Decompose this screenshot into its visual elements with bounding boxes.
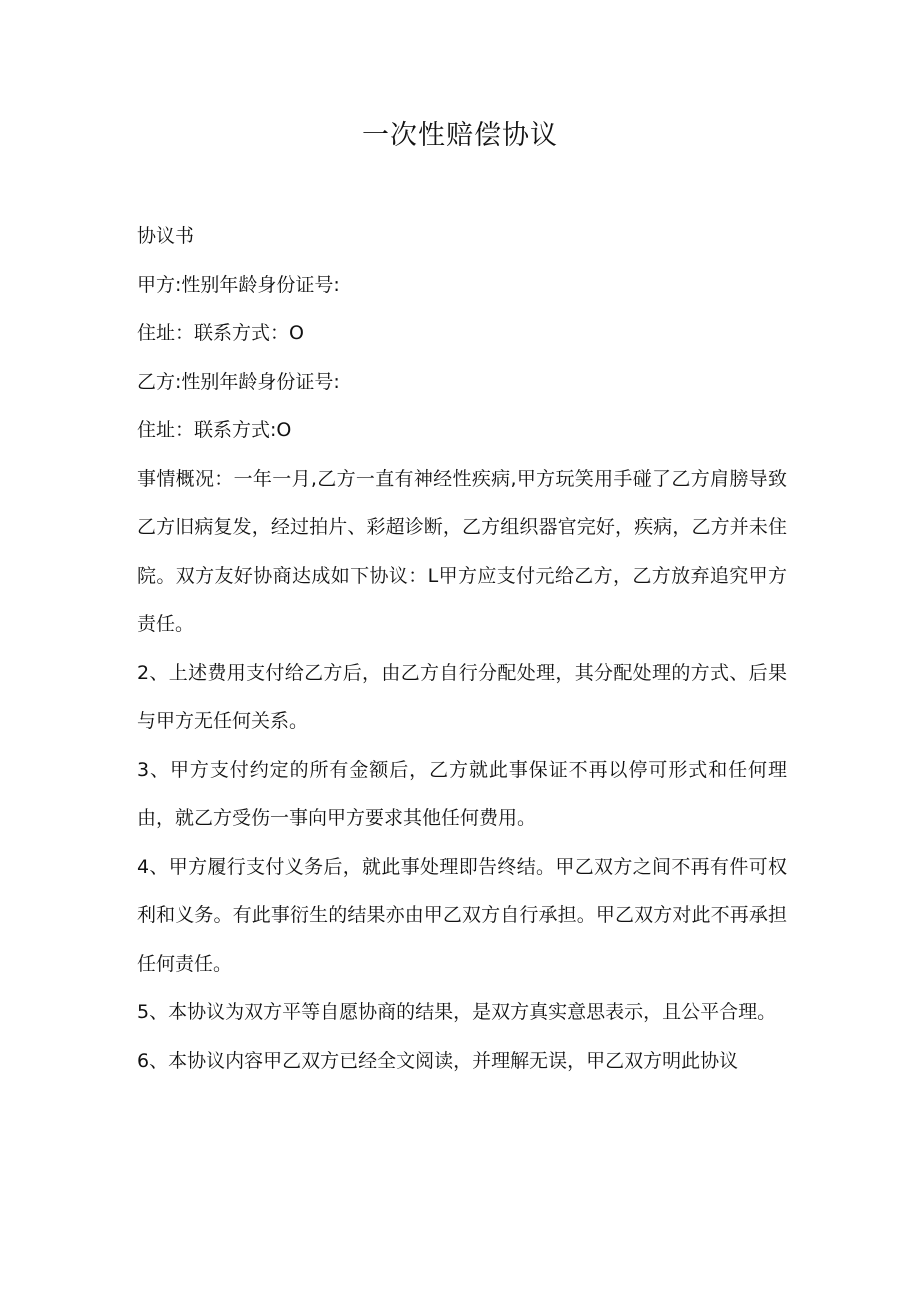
clause-4: 4、甲方履行支付义务后，就此事处理即告终结。甲乙双方之间不再有件可权利和义务。有此事衍生的结果亦由甲乙双方自行承担。甲乙双方对此不再承担任何责任。: [137, 855, 787, 975]
party-a-info: 甲方:性别年龄身份证号:: [137, 273, 340, 296]
document-title: 一次性赔偿协议: [362, 120, 558, 151]
clause-3: 3、甲方支付约定的所有金额后，乙方就此事保证不再以停可形式和任何理由，就乙方受伤一事向甲方要求其他任何费用。: [137, 758, 787, 829]
document-body: [137, 212, 787, 1085]
clause-2: 2、上述费用支付给乙方后，由乙方自行分配处理，其分配处理的方式、后果与甲方无任何关系。: [137, 661, 787, 732]
incident-summary: 事情概况：一年一月,乙方一直有神经性疾病,甲方玩笑用手碰了乙方肩膀导致乙方旧病复发，经过拍片、彩超诊断，乙方组织器官完好，疾病，乙方并未住院。双方友好协商达成如下协议：L甲方应支付元给乙方，乙方放弃追究甲方责任。: [137, 467, 787, 635]
party-a-address: 住址：联系方式：O: [137, 322, 304, 344]
party-b-address: 住址：联系方式:O: [137, 419, 292, 441]
heading-agreement: 协议书: [137, 225, 195, 247]
clause-5: 5、本协议为双方平等自愿协商的结果，是双方真实意思表示，且公平合理。: [137, 1001, 777, 1023]
party-b-info: 乙方:性别年龄身份证号:: [137, 370, 340, 393]
clause-6: 6、本协议内容甲乙双方已经全文阅读，并理解无误，甲乙双方明此协议: [137, 1049, 739, 1072]
